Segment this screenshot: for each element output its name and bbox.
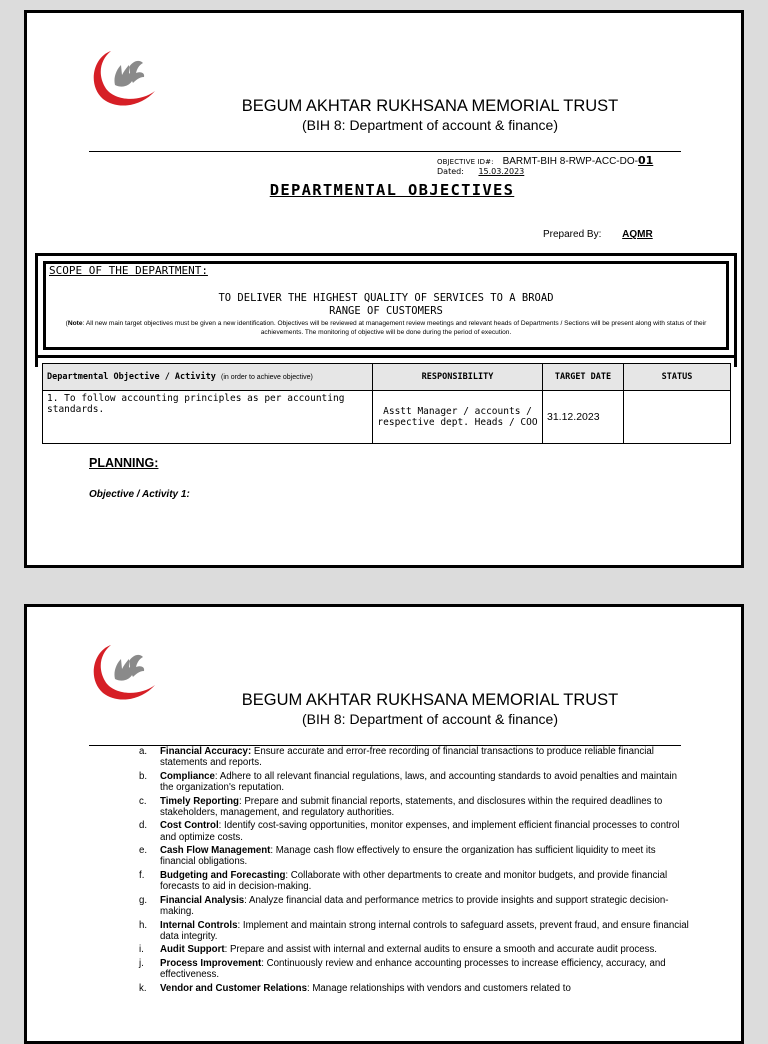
list-item bbox=[139, 870, 689, 892]
col-header-objective-hint: (in order to achieve objective) bbox=[221, 374, 313, 381]
list-item bbox=[139, 796, 689, 818]
item-title: Cost Control bbox=[160, 820, 219, 832]
list-marker: c. bbox=[139, 795, 147, 807]
dated-label: Dated: bbox=[437, 167, 464, 176]
prepared-by-value: AQMR bbox=[622, 229, 653, 240]
objective-id-prefix: BARMT-BIH 8-RWP-ACC-DO- bbox=[502, 156, 638, 167]
item-text: : Collaborate with other departments to create and monitor budgets, and provide financial forecasts to aid in decision-making. bbox=[160, 869, 668, 893]
objectives-list bbox=[139, 746, 689, 996]
scope-line-1: TO DELIVER THE HIGHEST QUALITY OF SERVICES TO A BROAD bbox=[218, 292, 554, 304]
objective-activity-label: Objective / Activity 1: bbox=[89, 489, 190, 500]
item-text: : Prepare and assist with internal and external audits to ensure a smooth and accurate audit process. bbox=[224, 944, 657, 956]
item-title: Internal Controls bbox=[160, 919, 238, 931]
list-marker: j. bbox=[139, 957, 144, 969]
item-text: : Implement and maintain strong internal controls to safeguard assets, prevent fraud, and ensure financial data integrity. bbox=[160, 919, 689, 942]
dated-value: 15.03.2023 bbox=[478, 167, 525, 176]
col-header-objective bbox=[43, 364, 373, 391]
cell-target-date: 31.12.2023 bbox=[543, 391, 624, 444]
item-title: Financial Analysis bbox=[160, 894, 245, 906]
department-name: (BIH 8: Department of account & finance) bbox=[301, 711, 558, 727]
scope-inner-box bbox=[43, 261, 729, 350]
scope-box bbox=[35, 253, 737, 358]
item-text: : Continuously review and enhance accounting processes to increase efficiency, accuracy, and effectiveness. bbox=[160, 957, 666, 981]
item-text: : Adhere to all relevant financial regulations, laws, and accounting standards to avoid penalties and maintain the organization's reputation. bbox=[160, 770, 677, 793]
item-title: Compliance bbox=[160, 770, 215, 782]
list-marker: k. bbox=[139, 982, 147, 994]
objective-id-number: 01 bbox=[637, 154, 654, 167]
prepared-by-label: Prepared By: bbox=[543, 229, 602, 240]
col-header-target-date: TARGET DATE bbox=[543, 364, 624, 391]
item-title: Financial Accuracy: bbox=[160, 746, 252, 757]
item-text: : Manage relationships with vendors and customers related to bbox=[306, 982, 571, 994]
item-title: Timely Reporting bbox=[160, 795, 239, 807]
item-text: : Prepare and submit financial reports, statements, and disclosures within the required deadlines to stakeholders, management, and regulatory authorities. bbox=[160, 795, 663, 818]
list-item bbox=[139, 958, 689, 980]
col-header-objective-label: Departmental Objective / Activity bbox=[47, 372, 216, 382]
list-marker: b. bbox=[139, 770, 148, 782]
list-item bbox=[139, 944, 689, 955]
item-title: Cash Flow Management bbox=[160, 845, 271, 857]
note-label: Note bbox=[67, 320, 83, 327]
item-text: : Analyze financial data and performance metrics to provide insights and support strategic decision-making. bbox=[160, 894, 669, 917]
cell-objective: 1. To follow accounting principles as per accounting standards. bbox=[43, 391, 373, 444]
scope-line-2: RANGE OF CUSTOMERS bbox=[329, 305, 443, 317]
list-item bbox=[139, 845, 689, 867]
list-marker: f. bbox=[139, 869, 145, 881]
document-page-2 bbox=[24, 604, 744, 1044]
list-marker: d. bbox=[139, 820, 148, 832]
scope-title: SCOPE OF THE DEPARTMENT: bbox=[49, 264, 208, 277]
objective-id-label: OBJECTIVE ID#: bbox=[437, 158, 494, 166]
scope-statement bbox=[46, 292, 726, 318]
document-page-1 bbox=[24, 10, 744, 568]
org-name: BEGUM AKHTAR RUKHSANA MEMORIAL TRUST bbox=[241, 97, 619, 115]
planning-heading: PLANNING: bbox=[89, 456, 159, 470]
note-text: : All new main target objectives must be given a new identification. Objectives will be reviewed at management review meetings and relevant heads of Departments / Sections will be present along with status of their achievements. The monitoring of objective will be done during the period of execution. bbox=[82, 320, 707, 336]
table-header-row bbox=[43, 364, 731, 391]
objectives-table bbox=[42, 363, 731, 444]
item-title: Vendor and Customer Relations bbox=[160, 982, 307, 994]
header-divider bbox=[89, 151, 681, 152]
item-text: Ensure accurate and error-free recording of financial transactions to produce reliable financial statements and reports. bbox=[160, 746, 654, 769]
list-marker: g. bbox=[139, 894, 148, 906]
department-name: (BIH 8: Department of account & finance) bbox=[301, 117, 558, 133]
objective-id bbox=[437, 154, 653, 167]
list-item bbox=[139, 920, 689, 942]
cell-responsibility: Asstt Manager / accounts / respective dept. Heads / COO bbox=[373, 391, 543, 444]
item-text: : Identify cost-saving opportunities, monitor expenses, and implement efficient financial processes to control and optimize costs. bbox=[160, 820, 680, 843]
list-item bbox=[139, 895, 689, 917]
list-item bbox=[139, 983, 689, 994]
item-text: : Manage cash flow effectively to ensure the organization has sufficient liquidity to meet its financial obligations. bbox=[160, 845, 656, 868]
col-header-responsibility: RESPONSIBILITY bbox=[373, 364, 543, 391]
scope-connector-right bbox=[734, 358, 737, 367]
list-marker: h. bbox=[139, 919, 148, 931]
item-title: Budgeting and Forecasting bbox=[160, 869, 286, 881]
list-item bbox=[139, 820, 689, 842]
list-item bbox=[139, 771, 689, 793]
scope-connector-left bbox=[35, 358, 38, 367]
col-header-status: STATUS bbox=[624, 364, 731, 391]
list-marker: e. bbox=[139, 845, 148, 857]
cell-status bbox=[624, 391, 731, 444]
page-title: DEPARTMENTAL OBJECTIVES bbox=[269, 181, 515, 199]
list-marker: i. bbox=[139, 944, 144, 956]
scope-note: (Note: All new main target objectives must be given a new identification. Objectives will be reviewed at management review meetings and relevant heads of Departments / Sections will be present along with status of their achievements. The monitoring of objective will be done during the period of execution. bbox=[65, 320, 707, 336]
list-marker: a. bbox=[139, 746, 148, 757]
item-title: Process Improvement bbox=[160, 957, 262, 969]
org-name: BEGUM AKHTAR RUKHSANA MEMORIAL TRUST bbox=[241, 691, 619, 709]
list-item bbox=[139, 746, 689, 768]
prepared-by bbox=[543, 229, 653, 240]
dated bbox=[437, 167, 524, 176]
table-row bbox=[43, 391, 731, 444]
item-title: Audit Support bbox=[160, 944, 225, 956]
